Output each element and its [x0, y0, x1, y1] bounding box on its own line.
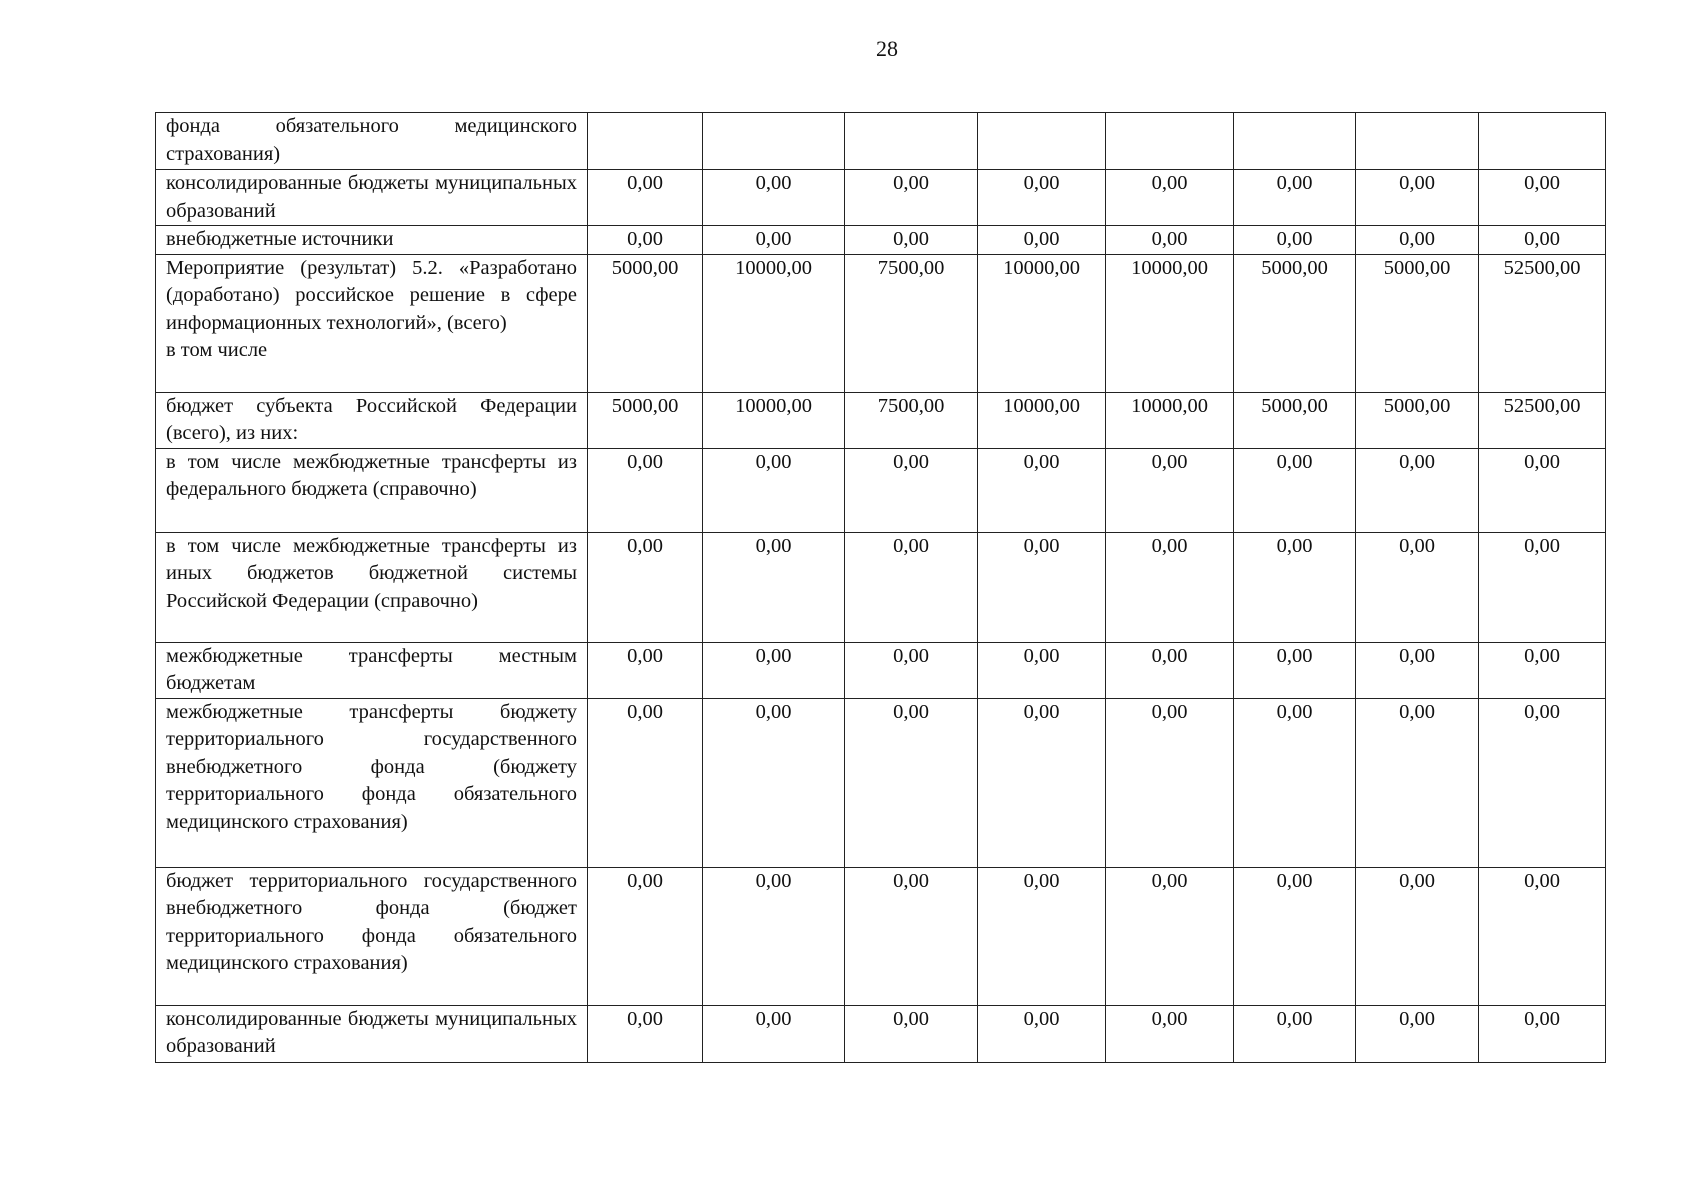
- value-cell: [1106, 113, 1234, 170]
- value-cell: 0,00: [1356, 226, 1479, 255]
- value-cell: 52500,00: [1479, 392, 1606, 448]
- value-cell: 7500,00: [845, 392, 978, 448]
- value-cell: 0,00: [703, 532, 845, 642]
- value-cell: 0,00: [703, 448, 845, 532]
- value-cell: 0,00: [1234, 642, 1356, 698]
- row-label: [156, 867, 588, 1005]
- value-cell: 5000,00: [588, 392, 703, 448]
- value-cell: [588, 113, 703, 170]
- value-cell: 0,00: [1106, 642, 1234, 698]
- row-label: [156, 698, 588, 867]
- row-label: [156, 226, 588, 255]
- row-label-text: межбюджетные трансферты бюджету территориального государственного внебюджетного фонда (бюджету территориального фонда обязательного медицинского страхования): [166, 700, 577, 833]
- table-row: [156, 867, 1606, 1005]
- value-cell: 10000,00: [703, 392, 845, 448]
- row-label-text: в том числе межбюджетные трансферты из иных бюджетов бюджетной системы Российской Федерации (справочно): [166, 534, 577, 612]
- value-cell: 0,00: [1356, 448, 1479, 532]
- value-cell: 0,00: [978, 532, 1106, 642]
- row-label: [156, 448, 588, 532]
- value-cell: 0,00: [703, 1005, 845, 1062]
- value-cell: 0,00: [1479, 226, 1606, 255]
- table-body: [156, 113, 1606, 1063]
- row-label: [156, 532, 588, 642]
- value-cell: 0,00: [703, 642, 845, 698]
- table-row: [156, 392, 1606, 448]
- value-cell: [703, 113, 845, 170]
- value-cell: 0,00: [588, 226, 703, 255]
- row-label: [156, 392, 588, 448]
- row-label-text: консолидированные бюджеты муниципальных образований: [166, 1007, 577, 1057]
- value-cell: 0,00: [1479, 532, 1606, 642]
- row-label: [156, 1005, 588, 1062]
- row-label-text: бюджет территориального государственного внебюджетного фонда (бюджет территориального фонда обязательного медицинского страхования): [166, 869, 577, 974]
- value-cell: 0,00: [1356, 642, 1479, 698]
- value-cell: 0,00: [845, 170, 978, 226]
- value-cell: 0,00: [845, 867, 978, 1005]
- value-cell: 0,00: [703, 698, 845, 867]
- table-row: [156, 170, 1606, 226]
- value-cell: 0,00: [1479, 448, 1606, 532]
- value-cell: 0,00: [588, 170, 703, 226]
- value-cell: 0,00: [845, 642, 978, 698]
- row-label: [156, 254, 588, 392]
- value-cell: 0,00: [845, 698, 978, 867]
- row-label: [156, 113, 588, 170]
- row-label-text: Мероприятие (результат) 5.2. «Разработано (доработано) российское решение в сфере информационных технологий», (всего): [166, 256, 577, 334]
- row-label: [156, 170, 588, 226]
- value-cell: 0,00: [588, 698, 703, 867]
- value-cell: 0,00: [1234, 867, 1356, 1005]
- value-cell: 5000,00: [1356, 254, 1479, 392]
- table-row: [156, 642, 1606, 698]
- table-row: [156, 113, 1606, 170]
- value-cell: 0,00: [1356, 532, 1479, 642]
- row-label-text: фонда обязательного медицинского страхования): [166, 115, 577, 165]
- value-cell: 0,00: [978, 226, 1106, 255]
- value-cell: 5000,00: [1234, 254, 1356, 392]
- table-row: [156, 698, 1606, 867]
- value-cell: 0,00: [1356, 1005, 1479, 1062]
- value-cell: 0,00: [1234, 532, 1356, 642]
- value-cell: 0,00: [1106, 532, 1234, 642]
- value-cell: 5000,00: [588, 254, 703, 392]
- table-row: [156, 1005, 1606, 1062]
- value-cell: 0,00: [1234, 448, 1356, 532]
- table-row: [156, 532, 1606, 642]
- value-cell: 0,00: [588, 867, 703, 1005]
- value-cell: 0,00: [588, 448, 703, 532]
- value-cell: 10000,00: [978, 254, 1106, 392]
- row-label: [156, 642, 588, 698]
- table-row: [156, 448, 1606, 532]
- value-cell: 0,00: [978, 448, 1106, 532]
- value-cell: [845, 113, 978, 170]
- value-cell: 0,00: [588, 532, 703, 642]
- value-cell: 52500,00: [1479, 254, 1606, 392]
- value-cell: 0,00: [588, 642, 703, 698]
- value-cell: 0,00: [978, 1005, 1106, 1062]
- value-cell: 0,00: [703, 867, 845, 1005]
- value-cell: 10000,00: [703, 254, 845, 392]
- value-cell: 0,00: [1479, 698, 1606, 867]
- value-cell: 0,00: [1356, 867, 1479, 1005]
- funding-table: [155, 112, 1606, 1063]
- value-cell: 10000,00: [1106, 392, 1234, 448]
- value-cell: [1234, 113, 1356, 170]
- value-cell: 0,00: [1106, 448, 1234, 532]
- value-cell: 0,00: [845, 1005, 978, 1062]
- value-cell: 0,00: [845, 448, 978, 532]
- row-label-text: в том числе: [166, 339, 268, 361]
- value-cell: [1356, 113, 1479, 170]
- value-cell: [1479, 113, 1606, 170]
- value-cell: 0,00: [1234, 170, 1356, 226]
- value-cell: 0,00: [1106, 867, 1234, 1005]
- value-cell: 0,00: [1106, 1005, 1234, 1062]
- value-cell: 0,00: [703, 226, 845, 255]
- value-cell: 0,00: [978, 867, 1106, 1005]
- value-cell: 0,00: [1234, 226, 1356, 255]
- value-cell: 0,00: [1479, 867, 1606, 1005]
- value-cell: 0,00: [978, 170, 1106, 226]
- page-number: 28: [876, 36, 898, 61]
- value-cell: 0,00: [845, 532, 978, 642]
- value-cell: 0,00: [1106, 698, 1234, 867]
- table-row: [156, 254, 1606, 392]
- row-label-text: в том числе межбюджетные трансферты из федерального бюджета (справочно): [166, 450, 577, 500]
- value-cell: 0,00: [588, 1005, 703, 1062]
- value-cell: 0,00: [1479, 170, 1606, 226]
- value-cell: 0,00: [1234, 1005, 1356, 1062]
- value-cell: 5000,00: [1234, 392, 1356, 448]
- value-cell: 7500,00: [845, 254, 978, 392]
- value-cell: [978, 113, 1106, 170]
- value-cell: 0,00: [1479, 642, 1606, 698]
- value-cell: 0,00: [978, 642, 1106, 698]
- value-cell: 0,00: [845, 226, 978, 255]
- value-cell: 0,00: [1106, 170, 1234, 226]
- value-cell: 0,00: [1234, 698, 1356, 867]
- value-cell: 10000,00: [1106, 254, 1234, 392]
- row-label-text: консолидированные бюджеты муниципальных образований: [166, 172, 577, 222]
- row-label-text: бюджет субъекта Российской Федерации (всего), из них:: [166, 394, 577, 444]
- value-cell: 0,00: [1356, 698, 1479, 867]
- value-cell: 0,00: [1356, 170, 1479, 226]
- row-label-text: внебюджетные источники: [166, 228, 394, 250]
- table-row: [156, 226, 1606, 255]
- value-cell: 10000,00: [978, 392, 1106, 448]
- value-cell: 0,00: [1479, 1005, 1606, 1062]
- value-cell: 0,00: [978, 698, 1106, 867]
- value-cell: 0,00: [1106, 226, 1234, 255]
- value-cell: 5000,00: [1356, 392, 1479, 448]
- value-cell: 0,00: [703, 170, 845, 226]
- row-label-text: межбюджетные трансферты местным бюджетам: [166, 644, 577, 694]
